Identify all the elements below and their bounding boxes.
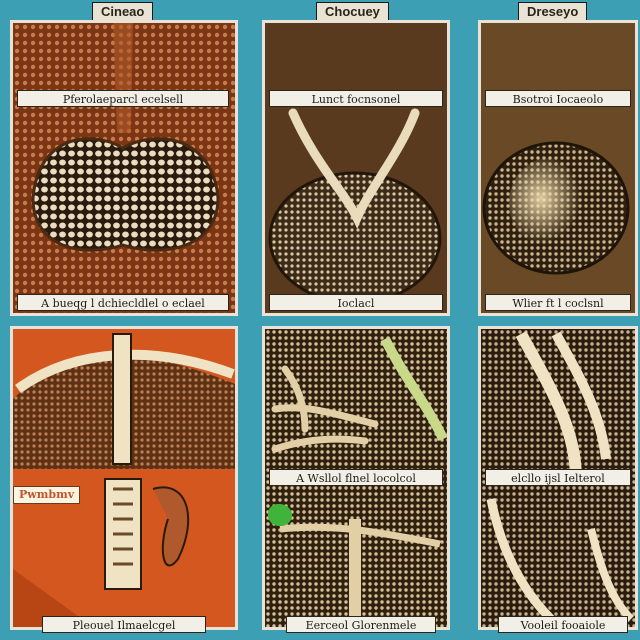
panel-2-illustration xyxy=(265,23,447,313)
panel-3-illustration xyxy=(481,23,635,313)
panel-3 xyxy=(478,20,638,316)
panel-4 xyxy=(10,326,238,630)
panel-3-top-label: Bsotroi Iocaeolo xyxy=(485,90,631,107)
bottom-label-3: Vooleil fooaiole xyxy=(498,616,628,633)
panel-3-bottom-label: Wlier ft l coclsnl xyxy=(485,294,631,311)
bottom-label-1: Pleouel Ilmaelcgel xyxy=(42,616,206,633)
bottom-label-2: Eerceol Glorenmele xyxy=(286,616,436,633)
panel-6-top-label: elcllo ijsl Ielterol xyxy=(485,469,631,486)
panel-1-bottom-label: A bueqg l dchiecldlel o eclael xyxy=(17,294,229,311)
panel-4-tag-label: Pwmbmv xyxy=(13,486,80,504)
column-title-3: Dreseyo xyxy=(518,2,587,22)
column-title-2: Chocuey xyxy=(316,2,389,22)
panel-5 xyxy=(262,326,450,630)
panel-5-top-label: A Wsllol flnel locolcol xyxy=(269,469,443,486)
panel-2 xyxy=(262,20,450,316)
panel-1-top-label: Pferolaeparcl ecelsell xyxy=(17,90,229,107)
column-title-1: Cineao xyxy=(92,2,153,22)
panel-1-illustration xyxy=(13,23,235,313)
panel-2-top-label: Lunct focnsonel xyxy=(269,90,443,107)
green-blob-icon xyxy=(268,504,292,526)
panel-1 xyxy=(10,20,238,316)
panel-4-illustration xyxy=(13,329,235,627)
panel-6 xyxy=(478,326,638,630)
panel-2-bottom-label: Ioclacl xyxy=(269,294,443,311)
